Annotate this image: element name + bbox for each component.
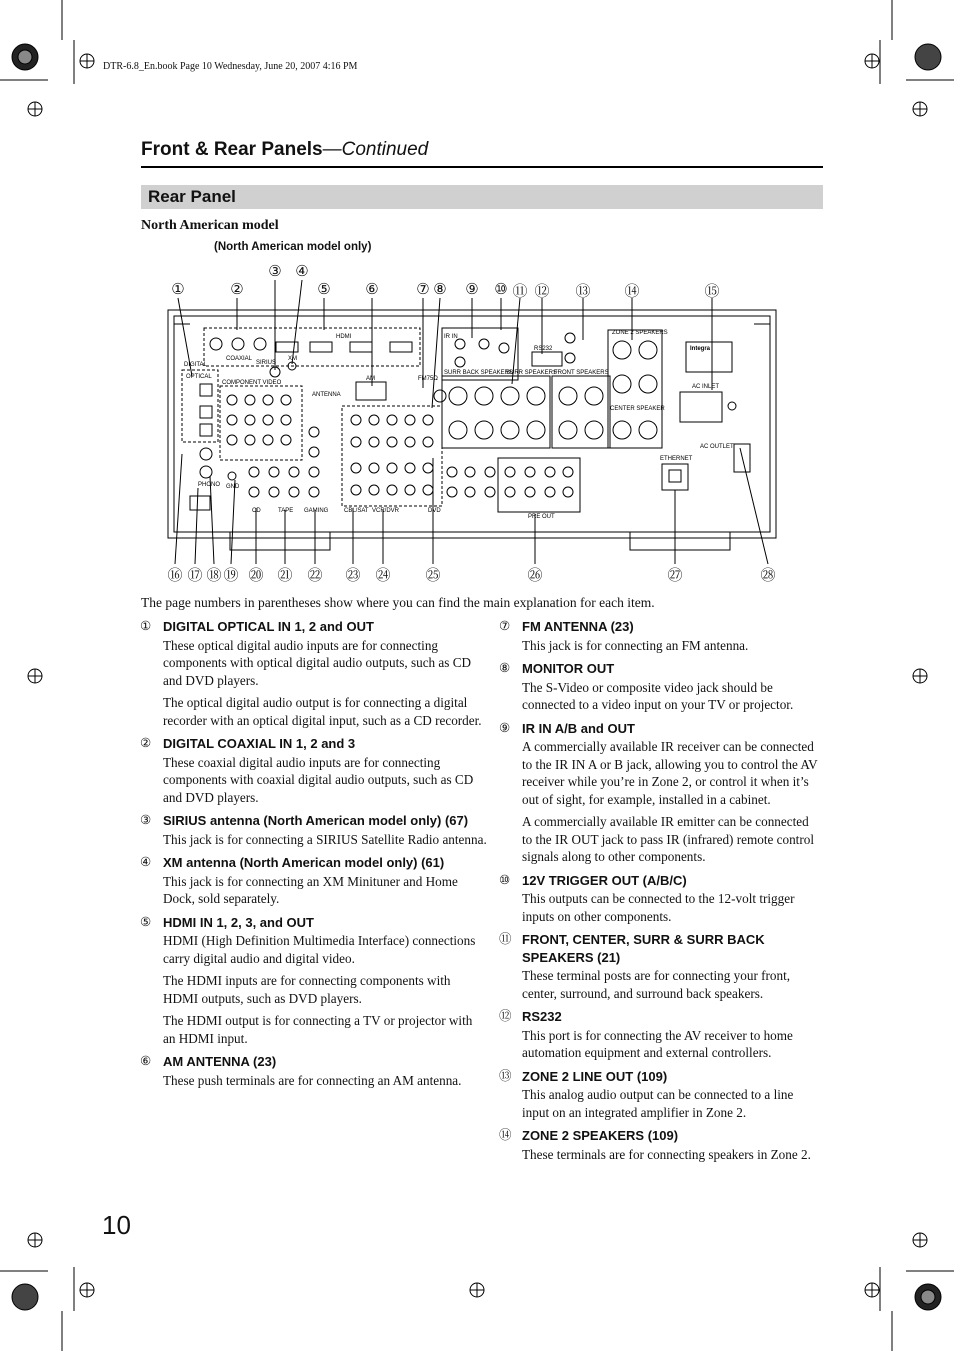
item-paragraph: HDMI (High Definition Multimedia Interface) connections carry digital audio and digital video. — [163, 933, 476, 966]
fm-label: FM75Ω — [418, 376, 438, 382]
item-number: ⑩ — [499, 872, 511, 887]
callout-27: ㉗ — [667, 568, 683, 584]
item-title: HDMI IN 1, 2, 3, and OUT — [163, 914, 314, 930]
callout-21: ㉑ — [277, 568, 293, 584]
item-paragraph: This analog audio output can be connected to a line input on an integrated amplifier in Zone 2. — [522, 1087, 794, 1120]
list-item — [499, 872, 822, 926]
item-number: ⑬ — [499, 1068, 512, 1083]
section-bar — [141, 185, 823, 209]
sirius-label: SIRIUS — [256, 360, 277, 366]
item-paragraph: The HDMI inputs are for connecting components with HDMI outputs, such as DVD players. — [163, 973, 451, 1006]
callout-5: ⑤ — [317, 282, 331, 298]
callout-7: ⑦ — [416, 282, 430, 298]
callout-1: ① — [171, 282, 185, 298]
hdmi-in-2 — [310, 342, 332, 352]
item-paragraph: This jack is for connecting an FM antenna. — [522, 637, 749, 653]
item-paragraph: The HDMI output is for connecting a TV or projector with an HDMI input. — [163, 1013, 473, 1046]
gaming-label: GAMING — [304, 508, 329, 514]
ac-inlet — [680, 392, 722, 422]
brand-label: Integra — [690, 346, 711, 352]
multichannel-jacks — [447, 467, 495, 497]
model-label: North American model — [141, 218, 279, 233]
rs232-port — [532, 352, 562, 366]
callout-6: ⑥ — [365, 282, 379, 298]
file-stamp: DTR-6.8_En.book Page 10 Wednesday, June 20, 2007 4:16 PM — [103, 61, 358, 72]
front-speakers-block — [552, 376, 610, 448]
callout-22: ㉒ — [307, 568, 323, 584]
callout-4: ④ — [295, 264, 309, 280]
callout-12: ⑫ — [534, 284, 550, 300]
item-number: ⑧ — [499, 661, 511, 675]
list-item — [140, 735, 488, 806]
item-paragraph: The optical digital audio output is for connecting a digital recorder with an optical digital input, such as a CD recorder. — [163, 695, 482, 728]
item-paragraph: This jack is for connecting an XM Minituner and Home Dock, sold separately. — [163, 873, 458, 906]
list-item — [140, 854, 488, 908]
item-title: IR IN A/B and OUT — [522, 720, 635, 736]
list-item — [499, 1127, 822, 1163]
hdmi-out — [390, 342, 412, 352]
callout-8: ⑧ — [433, 282, 447, 298]
am-antenna — [356, 382, 386, 400]
callout-25: ㉕ — [425, 568, 441, 584]
item-number: ⑨ — [499, 720, 511, 735]
item-title: ZONE 2 LINE OUT (109) — [522, 1068, 668, 1084]
front-label: FRONT SPEAKERS — [554, 370, 609, 376]
list-item — [140, 914, 488, 1048]
speaker-terminals — [449, 387, 603, 439]
item-number: ⑤ — [140, 914, 152, 929]
item-number: ⑭ — [499, 1128, 512, 1142]
dvd-label: DVD — [428, 508, 441, 514]
item-number: ④ — [140, 855, 152, 869]
model-only-label: (North American model only) — [214, 241, 372, 253]
item-title: SIRIUS antenna (North American model only) (67) — [163, 813, 469, 828]
optical-label: OPTICAL — [186, 374, 212, 380]
component-jacks — [227, 395, 291, 445]
item-title: RS232 — [522, 1009, 562, 1024]
cd-label: CD — [252, 508, 261, 514]
item-title: ZONE 2 SPEAKERS (109) — [522, 1128, 679, 1143]
pre-out-block — [498, 458, 580, 512]
ir-in-label: IR IN — [444, 334, 458, 340]
item-paragraph: A commercially available IR emitter can be connected to the IR OUT jack to pass IR (infrared) remote control signals along to other components. — [522, 814, 814, 864]
am-label: AM — [366, 376, 375, 382]
item-title: 12V TRIGGER OUT (A/B/C) — [522, 872, 687, 888]
list-item — [499, 660, 822, 714]
item-paragraph: This port is for connecting the AV receiver to home automation equipment and external controllers. — [522, 1027, 793, 1060]
callout-19: ⑲ — [223, 568, 239, 584]
callout-26: ㉖ — [527, 568, 543, 584]
item-number: ⑥ — [140, 1054, 152, 1068]
coaxial-label: COAXIAL — [226, 356, 253, 362]
fm-antenna — [434, 390, 446, 402]
item-paragraph: This outputs can be connected to the 12-volt trigger inputs on other components. — [522, 891, 795, 924]
item-title: DIGITAL OPTICAL IN 1, 2 and OUT — [163, 619, 374, 634]
header-continued: —Continued — [322, 139, 429, 160]
callout-13: ⑬ — [575, 284, 591, 300]
page-number: 10 — [102, 1210, 131, 1240]
item-paragraph: These push terminals are for connecting an AM antenna. — [163, 1072, 462, 1088]
item-title: FRONT, CENTER, SURR & SURR BACK SPEAKERS (21) — [522, 932, 765, 965]
antenna-label: ANTENNA — [312, 392, 341, 398]
item-number: ③ — [140, 813, 152, 827]
list-item — [499, 1068, 822, 1122]
callout-10: ⑩ — [494, 282, 508, 298]
rs232-label: RS232 — [534, 346, 553, 352]
center-label: CENTER SPEAKER — [610, 406, 665, 412]
component-label: COMPONENT VIDEO — [222, 380, 282, 386]
item-number: ② — [140, 736, 152, 750]
list-item — [140, 1053, 488, 1089]
item-number: ⑦ — [499, 619, 511, 633]
item-title: DIGITAL COAXIAL IN 1, 2 and 3 — [163, 736, 356, 751]
cblsat-label: CBL/SAT — [344, 508, 369, 514]
vcrdvr-label: VCR/DVR — [372, 508, 400, 514]
callout-9: ⑨ — [465, 282, 479, 298]
item-paragraph: These coaxial digital audio inputs are for connecting components with coaxial digital audio outputs, such as CD and DVD players. — [163, 754, 474, 805]
video-jacks — [351, 415, 433, 495]
hdmi-label: HDMI — [336, 334, 352, 340]
callout-2: ② — [230, 282, 244, 298]
callout-14: ⑭ — [624, 284, 640, 300]
callout-16: ⑯ — [167, 568, 183, 584]
item-paragraph: The S-Video or composite video jack should be connected to a video input on your TV or projector. — [522, 679, 794, 712]
ac-outlet-label: AC OUTLET — [700, 444, 734, 450]
list-item — [499, 618, 822, 654]
chassis-outline — [168, 310, 776, 538]
right-column — [499, 618, 822, 1169]
phono-label: PHONO — [198, 482, 221, 488]
item-paragraph: These optical digital audio inputs are for connecting components with optical digital audio outputs, such as CD and DVD players. — [163, 637, 472, 688]
page-header — [141, 139, 428, 161]
callout-3: ③ — [268, 264, 282, 280]
list-item — [140, 618, 488, 729]
list-item — [499, 931, 822, 1002]
header-title: Front & Rear Panels — [141, 139, 323, 160]
pre-out-label: PRE OUT — [528, 514, 555, 520]
ethernet-label: ETHERNET — [660, 456, 693, 462]
digital-label: DIGITAL — [184, 362, 207, 368]
callout-23: ㉓ — [345, 568, 361, 584]
ethernet-port — [662, 464, 688, 490]
item-number: ⑫ — [499, 1009, 512, 1023]
surr-label: SURR SPEAKERS — [506, 370, 558, 376]
item-paragraph: A commercially available IR receiver can be connected to the IR IN A or B jack, allowing you to control the AV receiver while you’re in Zone 2, or control it when it’s out of sight, for example, installed in a cabinet. — [522, 739, 818, 807]
callout-24: ㉔ — [375, 568, 391, 584]
video-inputs-group — [342, 406, 442, 506]
xm-label: XM — [288, 356, 297, 362]
rear-panel-drawing — [160, 258, 790, 590]
left-column — [140, 618, 488, 1095]
item-number: ⑪ — [499, 932, 512, 946]
item-paragraph: These terminal posts are for connecting your front, center, surround, and surround back speakers. — [522, 968, 791, 1001]
list-item — [499, 720, 822, 866]
item-paragraph: This jack is for connecting a SIRIUS Satellite Radio antenna. — [163, 831, 487, 847]
callout-15: ⑮ — [704, 284, 720, 300]
ac-inlet-label: AC INLET — [692, 384, 720, 390]
list-item — [499, 1008, 822, 1062]
surr-back-label: SURR BACK SPEAKERS — [444, 370, 514, 376]
callout-11: ⑪ — [512, 284, 528, 300]
audio-jacks-left — [249, 427, 319, 497]
item-title: MONITOR OUT — [522, 661, 615, 676]
caption: The page numbers in parentheses show where you can find the main explanation for each item. — [141, 595, 655, 610]
hdmi-in-3 — [350, 342, 372, 352]
item-title: FM ANTENNA (23) — [522, 619, 634, 634]
gnd-label: GND — [226, 484, 240, 490]
header-rule — [141, 166, 823, 168]
list-item — [140, 812, 488, 848]
item-title: AM ANTENNA (23) — [163, 1054, 277, 1069]
item-title: XM antenna (North American model only) (61) — [163, 855, 445, 870]
callout-20: ⑳ — [248, 568, 264, 584]
item-paragraph: These terminals are for connecting speakers in Zone 2. — [522, 1146, 811, 1162]
zone2-center-block — [608, 330, 662, 448]
tape-label: TAPE — [278, 508, 294, 514]
zone2-label: ZONE 2 SPEAKERS — [612, 330, 668, 336]
callout-28: ㉘ — [760, 568, 776, 584]
callout-18: ⑱ — [206, 568, 222, 584]
item-number: ① — [140, 619, 152, 633]
rear-panel-diagram — [160, 258, 790, 590]
section-title: Rear Panel — [148, 187, 236, 206]
callout-17: ⑰ — [187, 568, 203, 584]
